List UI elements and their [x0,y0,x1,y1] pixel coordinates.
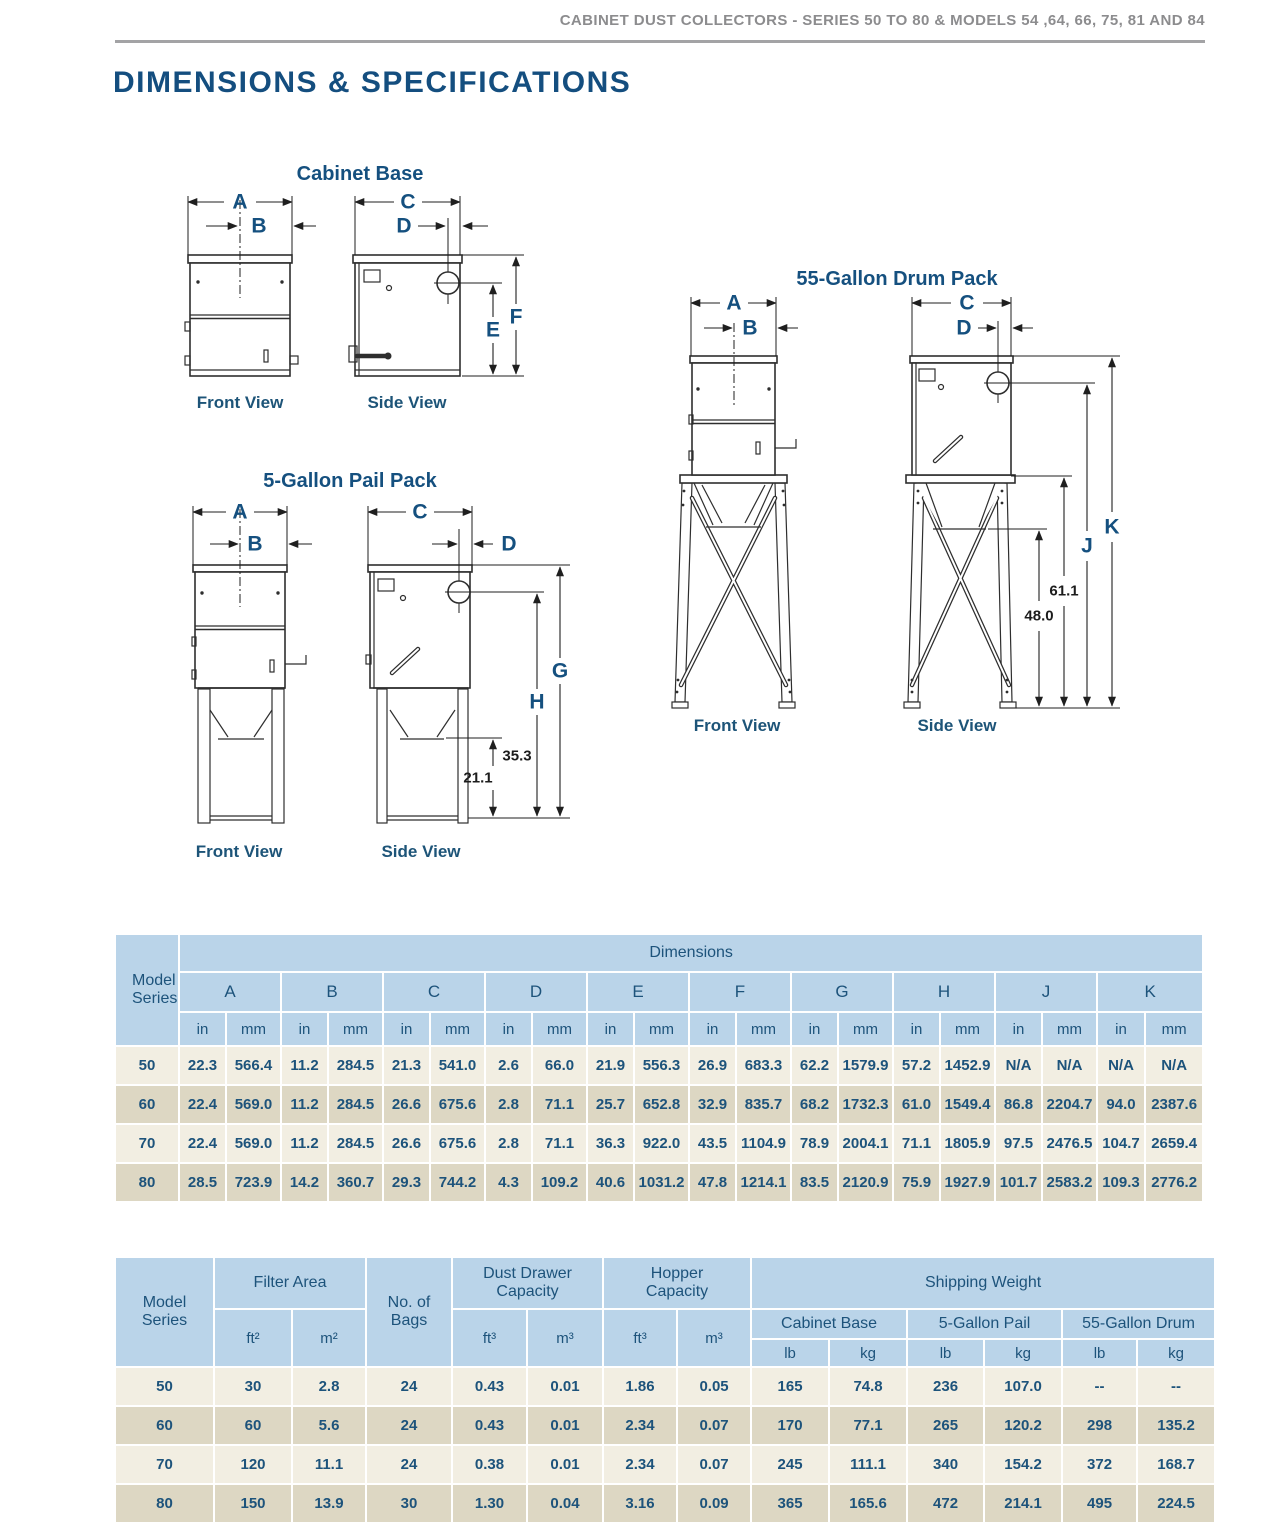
value-cell: 4.3 [485,1163,532,1202]
value-cell: 71.1 [532,1124,587,1163]
dim-value-61-1: 61.1 [1049,582,1079,600]
value-cell: 683.3 [736,1046,791,1085]
cabinet-base-front-view [185,191,316,413]
dim-label-c: C [400,190,416,214]
pail-pack-front-view [192,501,312,862]
value-cell: 120.2 [984,1406,1062,1445]
dimensions-group-header: Dimensions [179,934,1203,972]
model-series-cell: 60 [115,1085,179,1124]
drum-pack-front-view [672,292,798,736]
value-cell: 26.6 [383,1124,430,1163]
specs-row-50 [115,1367,1215,1406]
value-cell: 104.7 [1097,1124,1145,1163]
value-cell: 22.4 [179,1124,226,1163]
unit-header: ft³ [452,1309,527,1367]
drum-pack-side-view [904,292,1120,736]
value-cell: 224.5 [1137,1484,1215,1523]
value-cell: 2004.1 [838,1124,893,1163]
value-cell: 74.8 [829,1367,907,1406]
value-cell: 1.86 [603,1367,677,1406]
value-cell: 24 [366,1445,452,1484]
value-cell: 168.7 [1137,1445,1215,1484]
specifications-table-head [115,1257,1215,1367]
value-cell: 284.5 [328,1085,383,1124]
side-view-label: Side View [381,842,461,861]
dim-col-J: J [995,972,1097,1012]
dim-label-d: D [396,214,412,238]
dim-label-g: G [551,659,569,683]
value-cell: 1579.9 [838,1046,893,1085]
front-view-label: Front View [693,716,781,735]
value-cell: 1927.9 [940,1163,995,1202]
side-view-label: Side View [367,393,447,412]
value-cell: 11.1 [292,1445,366,1484]
dimensions-table [115,934,1203,1202]
page-header-text: CABINET DUST COLLECTORS - SERIES 50 TO 80 & MODELS 54 ,64, 66, 75, 81 AND 84 [559,12,1205,29]
value-cell: 236 [907,1367,984,1406]
unit-header: mm [328,1012,383,1046]
value-cell: 109.3 [1097,1163,1145,1202]
value-cell: 0.01 [527,1445,603,1484]
value-cell: 495 [1062,1484,1137,1523]
corner-header: Model Series [115,934,179,1046]
unit-header: kg [829,1339,907,1367]
cabinet-base-title: Cabinet Base [296,163,424,185]
value-cell: 214.1 [984,1484,1062,1523]
value-cell: 60 [214,1406,292,1445]
pail-pack-side-view [366,501,570,862]
value-cell: 29.3 [383,1163,430,1202]
value-cell: 284.5 [328,1046,383,1085]
side-view-label: Side View [917,716,997,735]
pail-pack-diagram [160,465,590,870]
value-cell: 71.1 [532,1085,587,1124]
unit-header: mm [634,1012,689,1046]
value-cell: 101.7 [995,1163,1042,1202]
specs-row-80 [115,1484,1215,1523]
model-series-cell: 50 [115,1367,214,1406]
unit-header: in [995,1012,1042,1046]
dim-label-a: A [232,500,248,524]
value-cell: 0.01 [527,1367,603,1406]
value-cell: 556.3 [634,1046,689,1085]
dim-col-B: B [281,972,383,1012]
value-cell: 11.2 [281,1124,328,1163]
value-cell: 86.8 [995,1085,1042,1124]
value-cell: 922.0 [634,1124,689,1163]
unit-header: m³ [527,1309,603,1367]
value-cell: N/A [1097,1046,1145,1085]
page-title: DIMENSIONS & SPECIFICATIONS [113,66,632,99]
unit-header: kg [1137,1339,1215,1367]
dim-label-k: K [1104,515,1120,539]
value-cell: 284.5 [328,1124,383,1163]
value-cell: 97.5 [995,1124,1042,1163]
value-cell: 83.5 [791,1163,838,1202]
specs-row-60 [115,1406,1215,1445]
value-cell: 744.2 [430,1163,485,1202]
value-cell: 569.0 [226,1124,281,1163]
value-cell: 165.6 [829,1484,907,1523]
unit-header: mm [1042,1012,1097,1046]
unit-header: mm [430,1012,485,1046]
model-series-cell: 80 [115,1163,179,1202]
value-cell: 0.43 [452,1367,527,1406]
value-cell: 1805.9 [940,1124,995,1163]
unit-header: mm [940,1012,995,1046]
value-cell: 26.6 [383,1085,430,1124]
value-cell: 0.43 [452,1406,527,1445]
value-cell: 25.7 [587,1085,634,1124]
value-cell: 340 [907,1445,984,1484]
dimension-letter-row [115,972,1203,1012]
value-cell: 14.2 [281,1163,328,1202]
value-cell: 1.30 [452,1484,527,1523]
value-cell: 566.4 [226,1046,281,1085]
value-cell: 1031.2 [634,1163,689,1202]
dimension-unit-row [115,1012,1203,1046]
dim-label-b: B [742,316,758,340]
value-cell: 21.9 [587,1046,634,1085]
dim-label-j: J [1081,534,1093,558]
unit-header: in [587,1012,634,1046]
value-cell: 835.7 [736,1085,791,1124]
value-cell: 68.2 [791,1085,838,1124]
unit-header: ft² [214,1309,292,1367]
value-cell: 24 [366,1367,452,1406]
value-cell: 1452.9 [940,1046,995,1085]
value-cell: 94.0 [1097,1085,1145,1124]
dims-row-70 [115,1124,1203,1163]
dim-label-e: E [485,318,501,342]
value-cell: 75.9 [893,1163,940,1202]
unit-header: m² [292,1309,366,1367]
model-series-cell: 60 [115,1406,214,1445]
value-cell: 47.8 [689,1163,736,1202]
model-series-cell: 70 [115,1445,214,1484]
value-cell: 170 [751,1406,829,1445]
unit-header: mm [226,1012,281,1046]
value-cell: 2.34 [603,1406,677,1445]
cabinet-base-group-header: Cabinet Base [751,1309,907,1339]
value-cell: 2776.2 [1145,1163,1203,1202]
value-cell: 5.6 [292,1406,366,1445]
value-cell: 0.09 [677,1484,751,1523]
value-cell: -- [1137,1367,1215,1406]
dim-label-a: A [232,190,248,214]
value-cell: 150 [214,1484,292,1523]
value-cell: 71.1 [893,1124,940,1163]
value-cell: 78.9 [791,1124,838,1163]
value-cell: N/A [995,1046,1042,1085]
dim-label-d: D [956,316,972,340]
value-cell: 36.3 [587,1124,634,1163]
value-cell: 569.0 [226,1085,281,1124]
value-cell: 22.4 [179,1085,226,1124]
drum-pack-title: 55-Gallon Drum Pack [796,268,998,290]
unit-header: in [791,1012,838,1046]
drum-group-header: 55-Gallon Drum [1062,1309,1215,1339]
value-cell: 298 [1062,1406,1137,1445]
value-cell: 40.6 [587,1163,634,1202]
specs-row-70 [115,1445,1215,1484]
unit-header: in [383,1012,430,1046]
value-cell: 11.2 [281,1046,328,1085]
unit-header: mm [532,1012,587,1046]
value-cell: 245 [751,1445,829,1484]
value-cell: 0.07 [677,1445,751,1484]
value-cell: 120 [214,1445,292,1484]
value-cell: 21.3 [383,1046,430,1085]
dim-label-b: B [247,532,263,556]
value-cell: 0.07 [677,1406,751,1445]
dim-label-c: C [959,291,975,315]
unit-header: lb [751,1339,829,1367]
dim-value-21-1: 21.1 [463,769,493,787]
dim-value-35-3: 35.3 [502,747,532,765]
dim-label-b: B [251,214,267,238]
value-cell: 365 [751,1484,829,1523]
dim-col-A: A [179,972,281,1012]
value-cell: 472 [907,1484,984,1523]
value-cell: 2387.6 [1145,1085,1203,1124]
unit-header: ft³ [603,1309,677,1367]
value-cell: 2.8 [485,1085,532,1124]
value-cell: 675.6 [430,1124,485,1163]
value-cell: 2.34 [603,1445,677,1484]
value-cell: 28.5 [179,1163,226,1202]
unit-header: in [893,1012,940,1046]
front-view-label: Front View [195,842,283,861]
value-cell: 0.01 [527,1406,603,1445]
value-cell: 43.5 [689,1124,736,1163]
value-cell: 2476.5 [1042,1124,1097,1163]
dimensions-table-body [115,1046,1203,1202]
front-view-label: Front View [196,393,284,412]
value-cell: 2.8 [292,1367,366,1406]
value-cell: N/A [1145,1046,1203,1085]
unit-header: in [1097,1012,1145,1046]
value-cell: 2659.4 [1145,1124,1203,1163]
dust-drawer-header: Dust Drawer Capacity [452,1257,603,1309]
value-cell: 2.6 [485,1046,532,1085]
dim-label-c: C [412,500,428,524]
value-cell: 135.2 [1137,1406,1215,1445]
dim-col-D: D [485,972,587,1012]
value-cell: 30 [366,1484,452,1523]
value-cell: 62.2 [791,1046,838,1085]
value-cell: 13.9 [292,1484,366,1523]
value-cell: 0.38 [452,1445,527,1484]
value-cell: 3.16 [603,1484,677,1523]
dim-col-G: G [791,972,893,1012]
pail-pack-title: 5-Gallon Pail Pack [263,470,437,492]
dims-row-60 [115,1085,1203,1124]
dim-label-a: A [726,291,742,315]
dimensions-table-head [115,934,1203,1046]
unit-header: m³ [677,1309,751,1367]
drum-pack-diagram [650,265,1190,745]
value-cell: 652.8 [634,1085,689,1124]
value-cell: 77.1 [829,1406,907,1445]
value-cell: 372 [1062,1445,1137,1484]
dim-col-C: C [383,972,485,1012]
value-cell: 541.0 [430,1046,485,1085]
dim-col-F: F [689,972,791,1012]
value-cell: 1549.4 [940,1085,995,1124]
value-cell: 2120.9 [838,1163,893,1202]
dim-label-f: F [509,305,523,329]
value-cell: 26.9 [689,1046,736,1085]
value-cell: 0.05 [677,1367,751,1406]
dim-label-d: D [501,532,517,556]
cabinet-base-side-view [349,191,524,413]
dims-row-80 [115,1163,1203,1202]
unit-header: mm [736,1012,791,1046]
value-cell: 165 [751,1367,829,1406]
shipping-weight-header: Shipping Weight [751,1257,1215,1309]
specifications-table-body [115,1367,1215,1523]
value-cell: 11.2 [281,1085,328,1124]
dims-row-50 [115,1046,1203,1085]
value-cell: 32.9 [689,1085,736,1124]
value-cell: 2583.2 [1042,1163,1097,1202]
no-of-bags-header: No. of Bags [366,1257,452,1367]
hopper-capacity-header: Hopper Capacity [603,1257,751,1309]
value-cell: 22.3 [179,1046,226,1085]
model-series-cell: 80 [115,1484,214,1523]
dim-col-E: E [587,972,689,1012]
dim-col-H: H [893,972,995,1012]
value-cell: 2204.7 [1042,1085,1097,1124]
value-cell: 1214.1 [736,1163,791,1202]
unit-header: in [281,1012,328,1046]
value-cell: 360.7 [328,1163,383,1202]
unit-header: lb [1062,1339,1137,1367]
cabinet-base-diagram [150,160,570,425]
value-cell: 2.8 [485,1124,532,1163]
unit-header: kg [984,1339,1062,1367]
value-cell: 675.6 [430,1085,485,1124]
value-cell: 265 [907,1406,984,1445]
unit-header: mm [838,1012,893,1046]
unit-header: in [179,1012,226,1046]
header-rule [115,40,1205,43]
value-cell: 154.2 [984,1445,1062,1484]
value-cell: 0.04 [527,1484,603,1523]
unit-header: in [689,1012,736,1046]
unit-header: mm [1145,1012,1203,1046]
value-cell: 57.2 [893,1046,940,1085]
value-cell: 24 [366,1406,452,1445]
value-cell: 30 [214,1367,292,1406]
value-cell: 1732.3 [838,1085,893,1124]
value-cell: 109.2 [532,1163,587,1202]
value-cell: 111.1 [829,1445,907,1484]
value-cell: N/A [1042,1046,1097,1085]
dim-col-K: K [1097,972,1203,1012]
filter-area-header: Filter Area [214,1257,366,1309]
value-cell: 1104.9 [736,1124,791,1163]
unit-header: lb [907,1339,984,1367]
corner-header: Model Series [115,1257,214,1367]
value-cell: -- [1062,1367,1137,1406]
value-cell: 107.0 [984,1367,1062,1406]
pail-group-header: 5-Gallon Pail [907,1309,1062,1339]
value-cell: 723.9 [226,1163,281,1202]
dim-value-48-0: 48.0 [1024,607,1054,625]
dim-label-h: H [529,690,545,714]
unit-header: in [485,1012,532,1046]
model-series-cell: 70 [115,1124,179,1163]
model-series-cell: 50 [115,1046,179,1085]
value-cell: 66.0 [532,1046,587,1085]
specifications-table [115,1257,1215,1523]
value-cell: 61.0 [893,1085,940,1124]
